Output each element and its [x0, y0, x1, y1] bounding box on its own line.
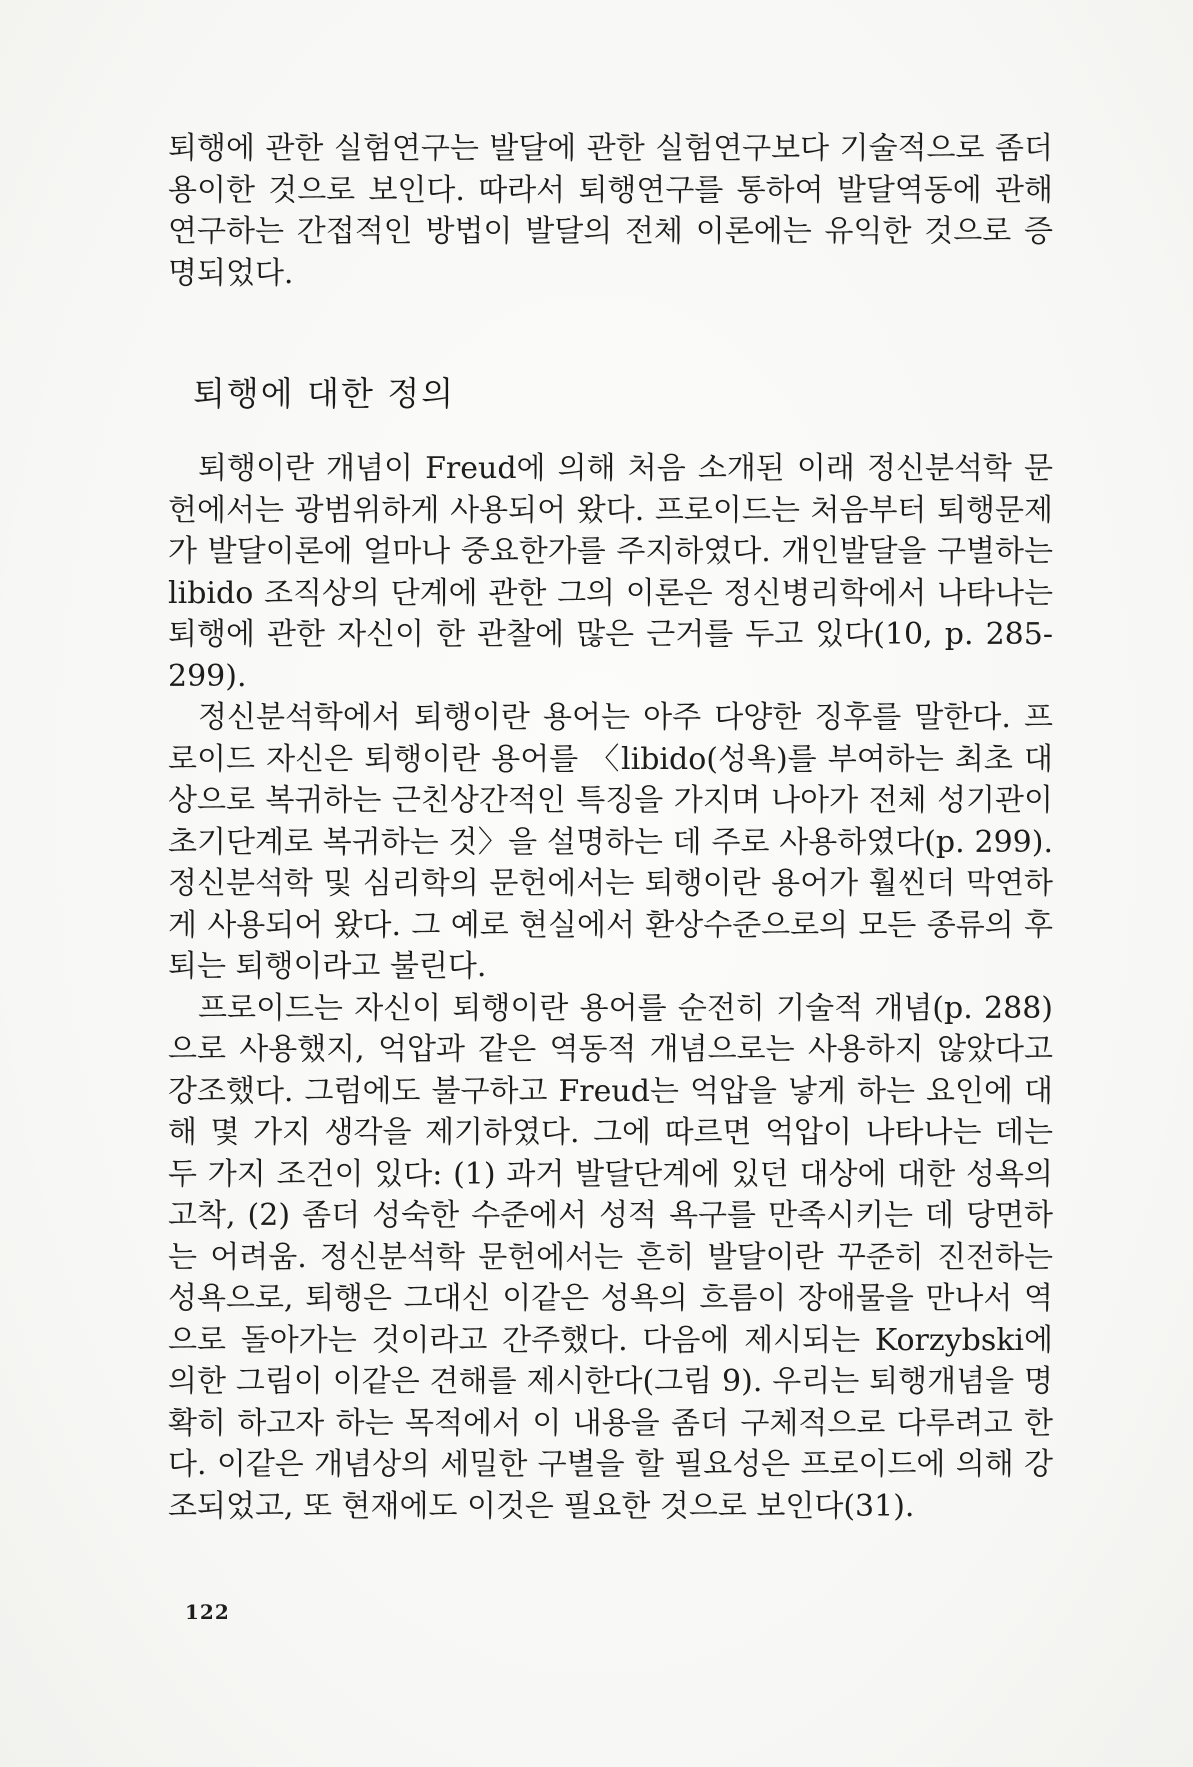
body-paragraph-1: 퇴행이란 개념이 Freud에 의해 처음 소개된 이래 정신분석학 문헌에서는 광범위하게 사용되어 왔다. 프로이드는 처음부터 퇴행문제가 발달이론에 얼마나 중요한가를 주지하였다. 개인발달을 구별하는 libido 조직상의 단계에 관한 그의 이론은 정신병리학에서 나타나는 퇴행에 관한 자신이 한 관찰에 많은 근거를 두고 있다(10, p. 285-299).: [168, 451, 1053, 694]
body-paragraph-3: 프로이드는 자신이 퇴행이란 용어를 순전히 기술적 개념(p. 288)으로 사용했지, 억압과 같은 역동적 개념으로는 사용하지 않았다고 강조했다. 그럼에도 불구하고 Freud는 억압을 낳게 하는 요인에 대해 몇 가지 생각을 제기하였다. 그에 따르면 억압이 나타나는 데는 두 가지 조건이 있다: (1) 과거 발달단계에 있던 대상에 대한 성욕의 고착, (2) 좀더 성숙한 수준에서 성적 욕구를 만족시키는 데 당면하는 어려움. 정신분석학 문헌에서는 흔히 발달이란 꾸준히 진전하는 성욕으로, 퇴행은 그대신 이같은 성욕의 흐름이 장애물을 만나서 역으로 돌아가는 것이라고 간주했다. 다음에 제시되는 Korzybski에 의한 그림이 이같은 견해를 제시한다(그림 9). 우리는 퇴행개념을 명확히 하고자 하는 목적에서 이 내용을 좀더 구체적으로 다루려고 한다. 이같은 개념상의 세밀한 구별을 할 필요성은 프로이드에 의해 강조되었고, 또 현재에도 이것은 필요한 것으로 보인다(31).: [168, 990, 1053, 1524]
section-heading: 퇴행에 대한 정의: [193, 374, 456, 413]
page-number: 122: [185, 1600, 230, 1624]
intro-paragraph: 퇴행에 관한 실험연구는 발달에 관한 실험연구보다 기술적으로 좀더 용이한 것으로 보인다. 따라서 퇴행연구를 통하여 발달역동에 관해 연구하는 간접적인 방법이 발달의 전체 이론에는 유익한 것으로 증명되었다.: [168, 131, 1053, 291]
page-body: [168, 128, 1053, 1527]
body-paragraph-2: 정신분석학에서 퇴행이란 용어는 아주 다양한 징후를 말한다. 프로이드 자신은 퇴행이란 용어를 〈libido(성욕)를 부여하는 최초 대상으로 복귀하는 근친상간적인 특징을 가지며 나아가 전체 성기관이 초기단계로 복귀하는 것〉을 설명하는 데 주로 사용하였다(p. 299). 정신분석학 및 심리학의 문헌에서는 퇴행이란 용어가 훨씬더 막연하게 사용되어 왔다. 그 예로 현실에서 환상수준으로의 모든 종류의 후퇴는 퇴행이라고 불린다.: [168, 700, 1053, 984]
